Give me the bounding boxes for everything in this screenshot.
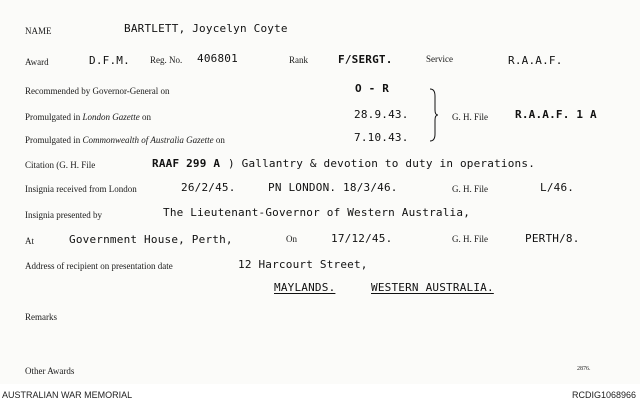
service-label: Service — [426, 54, 453, 64]
footer-institution: AUSTRALIAN WAR MEMORIAL — [2, 390, 133, 400]
reg-no-value: 406801 — [197, 52, 238, 65]
on-label: On — [286, 234, 297, 244]
award-value: D.F.M. — [89, 54, 130, 67]
insignia-received-date: 26/2/45. — [181, 181, 236, 194]
name-value: BARTLETT, Joycelyn Coyte — [124, 22, 288, 35]
gh-file-label-3: G. H. File — [452, 234, 488, 244]
insignia-received-note: PN LONDON. 18/3/46. — [268, 181, 398, 194]
gh-file-label-2: G. H. File — [452, 184, 488, 194]
commonwealth-gazette-date: 7.10.43. — [354, 131, 409, 144]
insignia-received-label: Insignia received from London — [25, 184, 137, 194]
address-line1: 12 Harcourt Street, — [238, 258, 368, 271]
insignia-presented-label: Insignia presented by — [25, 210, 102, 220]
london-gazette-date: 28.9.43. — [354, 108, 409, 121]
footer-record-id: RCDIG1068966 — [571, 390, 636, 400]
at-label: At — [25, 236, 34, 246]
remarks-label: Remarks — [25, 312, 57, 322]
award-label: Award — [25, 57, 49, 67]
gh-file-value-3: PERTH/8. — [525, 232, 580, 245]
presented-by-value: The Lieutenant-Governor of Western Australia, — [163, 206, 471, 219]
other-awards-label: Other Awards — [25, 366, 75, 376]
name-label: NAME — [25, 26, 52, 36]
service-value: R.A.A.F. — [508, 54, 563, 67]
brace-icon — [429, 88, 439, 142]
citation-label: Citation (G. H. File — [25, 160, 96, 170]
gh-file-label-1: G. H. File — [452, 112, 488, 122]
card-number: 2876. — [577, 366, 591, 372]
citation-file-value: RAAF 299 A — [152, 157, 221, 170]
at-place-value: Government House, Perth, — [69, 233, 233, 246]
address-state: WESTERN AUSTRALIA. — [371, 281, 494, 294]
rank-value: F/SERGT. — [338, 53, 393, 66]
london-gazette-label: Promulgated in London Gazette on — [25, 112, 151, 122]
address-label: Address of recipient on presentation date — [25, 261, 173, 271]
gh-file-value-1: R.A.A.F. 1 A — [515, 108, 597, 121]
recommended-label: Recommended by Governor-General on — [25, 86, 170, 96]
reg-no-label: Reg. No. — [150, 55, 183, 65]
address-suburb: MAYLANDS. — [274, 281, 336, 294]
gh-file-value-2: L/46. — [540, 181, 575, 194]
rank-label: Rank — [289, 55, 308, 65]
recommended-value: O - R — [355, 82, 390, 95]
on-date-value: 17/12/45. — [331, 232, 393, 245]
citation-text: ) Gallantry & devotion to duty in operations. — [228, 157, 536, 170]
commonwealth-gazette-label: Promulgated in Commonwealth of Australia Gazette on — [25, 135, 225, 145]
